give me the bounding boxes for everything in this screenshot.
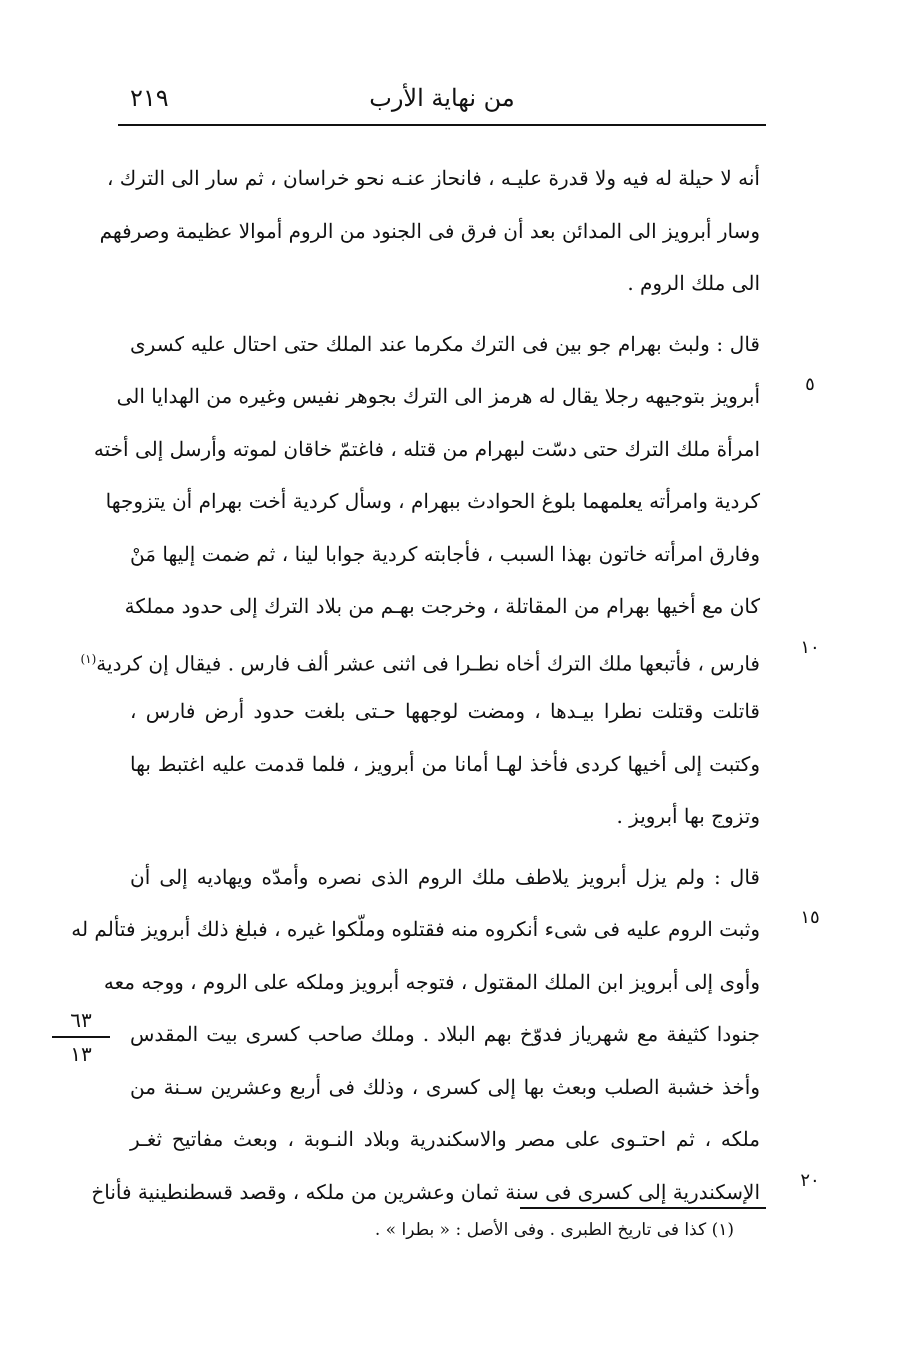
- line-number: ١٠: [800, 637, 820, 658]
- text-line: امرأة ملك الترك حتى دسّت لبهرام من قتله ، فاغتمّ خاقان لموته وأرسل إلى أخته: [93, 436, 760, 461]
- text-line: وأخذ خشبة الصلب وبعث بها إلى كسرى ، وذلك فى أربع وعشرين سـنة من: [130, 1074, 760, 1099]
- text-line: قال : ولم يزل أبرويز يلاطف ملك الروم الذى نصره وأمدّه ويهاديه إلى أن: [130, 864, 760, 889]
- text-line: وثبت الروم عليه فى شىء أنكروه منه فقتلوه وملّكوا غيره ، فبلغ ذلك أبرويز فتألم له: [71, 917, 760, 941]
- margin-reference: [52, 1008, 110, 1066]
- text-line: ملكه ، ثم احتـوى على مصر والاسكندرية وبلاد النـوبة ، وبعث مفاتيح ثغـر: [130, 1127, 760, 1151]
- line-number: ٥: [805, 374, 815, 395]
- text-line: أنه لا حيلة له فيه ولا قدرة عليـه ، فانحاز عنـه نحو خراسان ، ثم سار الى الترك ،: [106, 166, 760, 190]
- margin-reference-top: ٦٣: [70, 1008, 92, 1032]
- paragraph: [80, 318, 760, 843]
- footnote-rule: [520, 1207, 766, 1209]
- text-line: أبرويز بتوجيهه رجلا يقال له هرمز الى الترك بجوهر نفيس وغيره من الهدايا الى: [116, 384, 760, 408]
- text-line: [80, 633, 760, 686]
- text-line: الإسكندرية إلى كسرى فى سنة ثمان وعشرين من ملكه ، وقصد قسطنطينية فأناخ: [91, 1179, 760, 1204]
- text-line: قال : ولبث بهرام جو بين فى الترك مكرما عند الملك حتى احتال عليه كسرى: [130, 331, 760, 356]
- text-line: جنودا كثيفة مع شهرياز فدوّخ بهم البلاد . وملك صاحب كسرى بيت المقدس: [130, 1022, 760, 1046]
- text-line-content: فارس ، فأتبعها ملك الترك أخاه نطـرا فى اثنى عشر ألف فارس . فيقال إن كردية: [96, 651, 760, 676]
- paragraph: [99, 152, 760, 310]
- margin-reference-rule: [52, 1036, 110, 1038]
- text-line: كان مع أخيها بهرام من المقاتلة ، وخرجت بهـم من بلاد الترك إلى حدود مملكة: [124, 594, 760, 618]
- line-number: ١٥: [800, 907, 820, 928]
- text-line: الى ملك الروم .: [627, 271, 760, 295]
- text-line: قاتلت وقتلت نطرا بيـدها ، ومضت لوجهها حـتى بلغت حدود أرض فارس ،: [130, 699, 760, 723]
- text-line: وأوى إلى أبرويز ابن الملك المقتول ، فتوجه أبرويز وملكه على الروم ، ووجه معه: [103, 969, 760, 994]
- header-rule: [118, 124, 766, 126]
- text-line: وكتبت إلى أخيها كردى فأخذ لهـا أمانا من أبرويز ، فلما قدمت عليه اغتبط بها: [130, 751, 760, 776]
- text-line: وتزوج بها أبرويز .: [616, 804, 760, 828]
- line-number: ٢٠: [800, 1170, 820, 1191]
- footnote: (١) كذا فى تاريخ الطبرى . وفى الأصل : « بطرا » .: [374, 1220, 734, 1240]
- margin-reference-bottom: ١٣: [70, 1042, 92, 1066]
- page-header: [118, 78, 766, 126]
- paragraph-gap: [130, 843, 760, 851]
- footnote-marker: (١): [80, 651, 97, 666]
- paragraph-gap: [130, 310, 760, 318]
- text-line: كردية وامرأته يعلمهما بلوغ الحوادث ببهرام ، وسأل كردية أخت بهرام أن يتزوجها: [105, 489, 760, 513]
- text-line: وفارق امرأته خاتون بهذا السبب ، فأجابته كردية جوابا لينا ، ثم ضمت إليها مَنْ: [130, 541, 760, 566]
- text-line: وسار أبرويز الى المدائن بعد أن فرق فى الجنود من الروم أموالا عظيمة وصرفهم: [99, 218, 760, 243]
- running-title: من نهاية الأرب: [369, 84, 515, 112]
- page-number: ٢١٩: [130, 84, 169, 112]
